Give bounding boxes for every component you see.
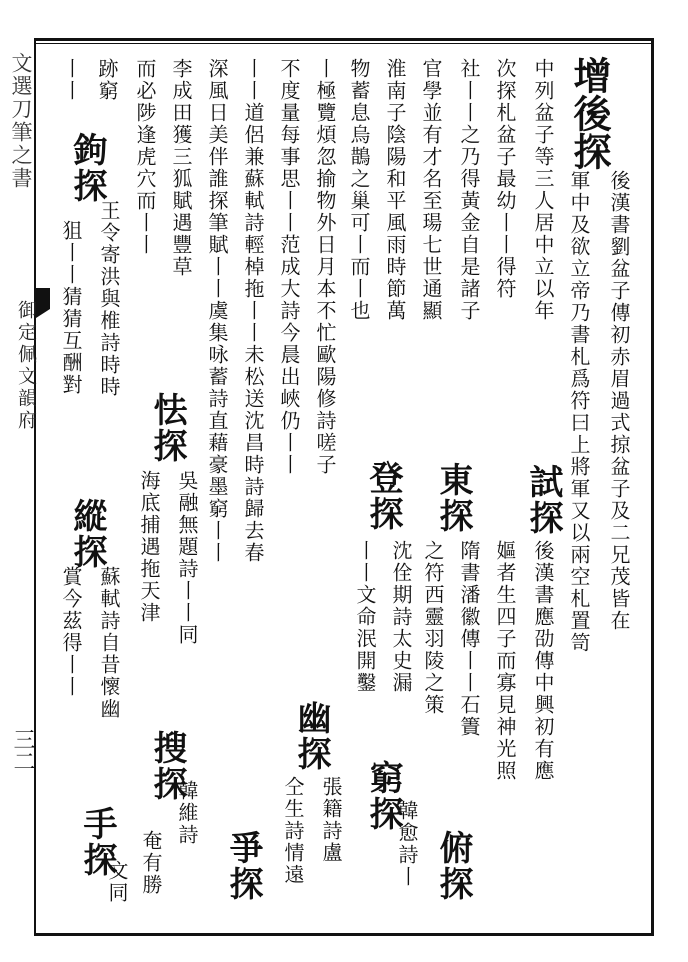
column-text: 蘇軾詩自昔懷幽 [97, 566, 121, 720]
column-text: 跡窮 [95, 58, 119, 102]
column-text: 而必陟逢虎穴而丨丨 [133, 58, 157, 256]
entry-head: 縱探 [67, 498, 107, 570]
entry-head: 搜探 [147, 730, 187, 802]
column-text: 狙丨丨猜猜互酬對 [59, 220, 83, 396]
column-text: 嫗者生四子而寡見神光照 [493, 540, 517, 782]
column-text: 王令寄洪與椎詩時時 [97, 200, 121, 398]
column-text: 中列盆子等三人居中立以年 [531, 58, 555, 322]
column-text: 韓愈詩丨 [395, 800, 419, 888]
entry-head: 手探 [77, 806, 117, 878]
entry-head: 窮探 [363, 760, 403, 832]
border-bottom [34, 933, 654, 936]
entry-head: 鉤探 [67, 132, 107, 204]
column-text: 李成田獲三狐賦遇豐草 [169, 58, 193, 278]
column-text: 不度量每事思丨丨范成大詩今晨出峽仍丨丨 [277, 58, 301, 476]
column-text: 軍中及欲立帝乃書札爲符曰上將軍又以兩空札置笥 [567, 170, 591, 654]
column-text: 丨丨文命泯開鑿 [353, 540, 377, 694]
entry-head: 怯探 [147, 392, 187, 464]
entry-head: 俯探 [433, 830, 473, 902]
entry-head: 爭探 [223, 830, 263, 902]
column-text: 次探札盆子最幼丨丨得符 [493, 58, 517, 300]
column-text: 隋書潘徽傳丨丨石簀 [457, 540, 481, 738]
column-text: 韓維詩 [175, 780, 199, 846]
column-text: 深風日美伴誰探筆賦丨丨虞集咏蓄詩直藉豪墨窮丨丨 [205, 58, 229, 564]
column-text: 吳融無題詩丨丨同 [175, 470, 199, 646]
column-text: 張籍詩盧 [319, 776, 343, 864]
column-text: 之符西靈羽陵之策 [421, 540, 445, 716]
margin-top-text: 文選刀筆之書 [9, 52, 33, 190]
entry-head: 東探 [433, 462, 473, 534]
border-right [651, 38, 654, 936]
column-text: 奄有勝 [139, 830, 163, 896]
column-text: 丨丨 [59, 58, 83, 102]
column-text: 文同 [105, 860, 129, 904]
entry-head: 登探 [363, 460, 403, 532]
column-text: 海底捕遇拖天津 [137, 470, 161, 624]
column-text: 仝生詩情遠 [281, 776, 305, 886]
book-title: 御定佩文韻府 [15, 300, 37, 432]
entry-head: 試探 [523, 464, 563, 536]
entry-head: 增後探 [567, 56, 612, 170]
column-text: 丨極覽煩忽揄物外日月本不忙歐陽修詩嗟子 [313, 58, 337, 476]
column-text: 社丨丨之乃得黃金自是諸子 [457, 58, 481, 322]
page-number: 三二 [10, 728, 35, 772]
entry-head: 幽探 [291, 700, 331, 772]
column-text: 沈佺期詩太史漏 [389, 540, 413, 694]
column-text: 丨丨道侶兼蘇軾詩輕棹拖丨丨未松送沈昌時詩歸去春 [241, 58, 265, 564]
column-text: 後漢書應劭傳中興初有應 [531, 540, 555, 782]
border-top-inner [34, 43, 654, 44]
border-top [34, 38, 654, 41]
column-text: 官學並有才名至瑒七世通顯 [419, 58, 443, 322]
column-text: 物蓄息烏鵲之巢可丨而丨也 [347, 58, 371, 322]
column-text: 後漢書劉盆子傳初赤眉過式掠盆子及二兄茂皆在 [607, 170, 631, 632]
column-text: 淮南子陰陽和平風雨時節萬 [383, 58, 407, 322]
column-text: 賞今茲得丨丨 [59, 566, 83, 698]
